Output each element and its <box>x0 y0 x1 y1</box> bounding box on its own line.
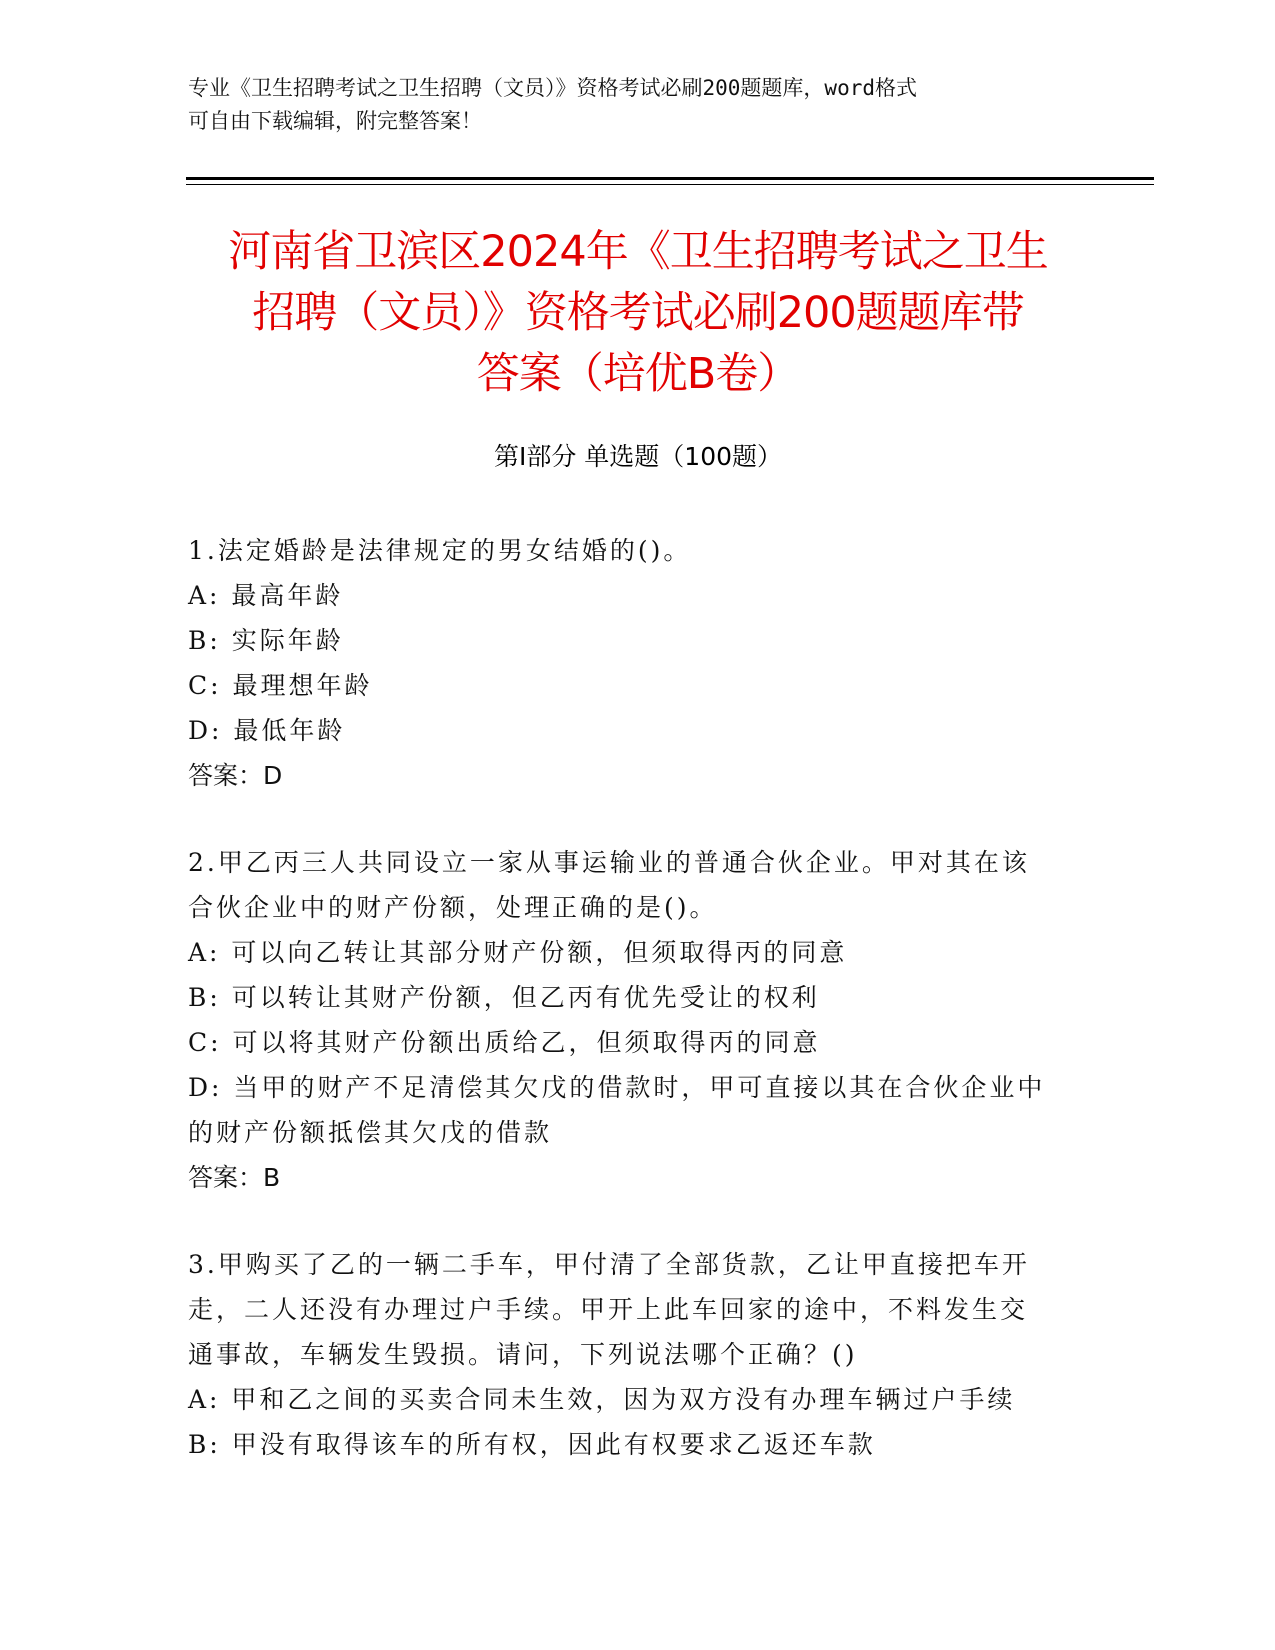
question-list <box>188 528 1088 1509</box>
option-line: B: 可以转让其财产份额，但乙丙有优先受让的权利 <box>188 983 820 1012</box>
question-stem-line: 合伙企业中的财产份额，处理正确的是()。 <box>188 893 718 922</box>
option-line: C: 最理想年龄 <box>188 671 373 700</box>
question-item <box>188 1242 1088 1467</box>
question-stem-line: 通事故，车辆发生毁损。请问，下列说法哪个正确？() <box>188 1340 858 1369</box>
option-line: A: 甲和乙之间的买卖合同未生效，因为双方没有办理车辆过户手续 <box>188 1385 1016 1414</box>
option-line: A: 可以向乙转让其部分财产份额，但须取得丙的同意 <box>188 938 848 967</box>
answer-line: 答案：B <box>188 1163 281 1192</box>
question-item <box>188 840 1088 1200</box>
question-item <box>188 528 1088 798</box>
header-note <box>188 72 1068 138</box>
option-line: D: 当甲的财产不足清偿其欠戊的借款时，甲可直接以其在合伙企业中 <box>188 1073 1046 1102</box>
option-line: C: 可以将其财产份额出质给乙，但须取得丙的同意 <box>188 1028 821 1057</box>
header-divider-thick <box>186 177 1154 180</box>
document-title-line: 答案（培优B卷） <box>476 349 800 399</box>
option-line: B: 甲没有取得该车的所有权，因此有权要求乙返还车款 <box>188 1430 876 1459</box>
document-title <box>178 222 1098 405</box>
header-note-line: 可自由下载编辑，附完整答案！ <box>188 109 482 133</box>
document-title-line: 河南省卫滨区2024年《卫生招聘考试之卫生 <box>228 227 1048 277</box>
question-stem-line: 走，二人还没有办理过户手续。甲开上此车回家的途中，不料发生交 <box>188 1295 1029 1324</box>
option-line: B: 实际年龄 <box>188 626 344 655</box>
answer-line: 答案：D <box>188 761 283 790</box>
header-divider-thin <box>186 184 1154 185</box>
header-note-line: 专业《卫生招聘考试之卫生招聘（文员）》资格考试必刷200题题库，word格式 <box>188 76 917 100</box>
option-line: D: 最低年龄 <box>188 716 346 745</box>
question-stem-line: 2.甲乙丙三人共同设立一家从事运输业的普通合伙企业。甲对其在该 <box>188 848 1030 877</box>
option-line: A: 最高年龄 <box>188 581 344 610</box>
option-line: 的财产份额抵偿其欠戊的借款 <box>188 1118 553 1147</box>
document-title-line: 招聘（文员）》资格考试必刷200题题库带 <box>252 288 1024 338</box>
question-stem-line: 1.法定婚龄是法律规定的男女结婚的()。 <box>188 536 692 565</box>
question-stem-line: 3.甲购买了乙的一辆二手车，甲付清了全部货款，乙让甲直接把车开 <box>188 1250 1030 1279</box>
section-title: 第I部分 单选题（100题） <box>493 442 783 471</box>
